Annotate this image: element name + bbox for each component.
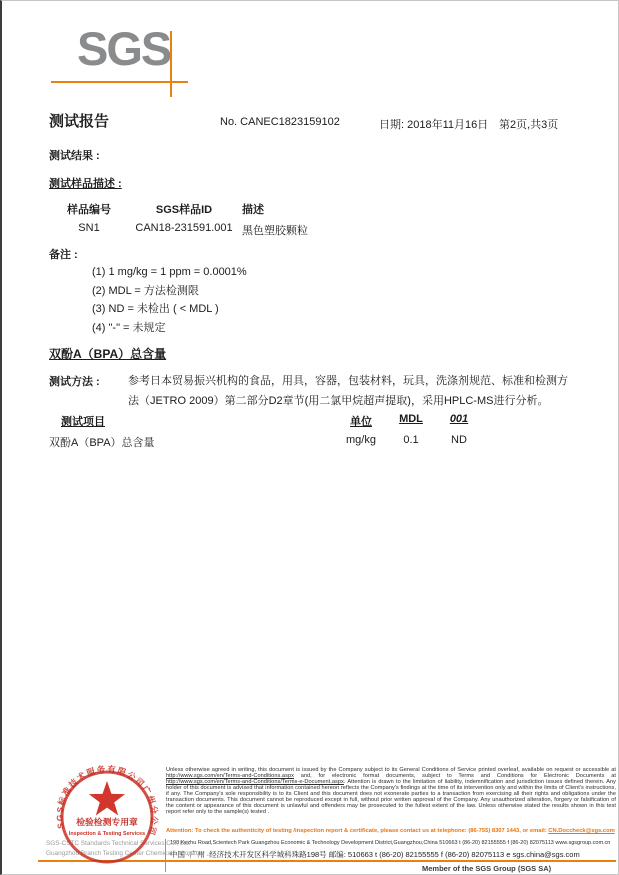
logo-underline (51, 81, 188, 83)
test-item-header: 测试项目 (61, 416, 105, 428)
address-chinese: 中国 ·广州 ·经济技术开发区科学城科珠路198号 邮编: 510663 t (86-20) 82155555 f (86-20) 82075113 e sgs.china@sgs.com (170, 850, 580, 859)
description-header: 描述 (242, 204, 264, 216)
sgs-logo: SGS (77, 22, 171, 75)
method-line: 法（JETRO 2009）第二部分D2章节(用二氯甲烷超声提取)，采用HPLC-MS进行分析。 (128, 394, 549, 407)
sample-no-header: 样品编号 (67, 204, 111, 216)
sgs-id-value: CAN18-231591.001 (135, 222, 233, 234)
company-name-line1: SGS-CSTC Standards Technical Services Co., Ltd. (46, 840, 191, 847)
report-date: 日期: 2018年11月16日 (379, 119, 489, 131)
legal-text: . Attention is drawn to the limitation of liability, indemnification and jurisdiction issues defined therein. Any holder of this document is advised that information contained hereon reflects the Company's findings at the time of its intervention only and within the limits of Client's instructions, if any. The Company's sole responsibility is to its Client and this document does not exonerate parties to a transaction from exercising all their rights and obligations under the transaction documents. This document cannot be reproduced except in full, without prior written approval of the Company. Any unauthorized alteration, forgery or falsification of the content or appearance of this document is unlawful and offenders may be prosecuted to the fullest extent of the law. Unless otherwise stated the results shown in this test report refer only to the sample(s) tested . (166, 778, 616, 815)
unit-header: 单位 (350, 416, 372, 428)
method-line: 参考日本贸易振兴机构的食品，用具，容器，包装材料，玩具，洗涤剂规范、标准和检测方 (128, 375, 568, 387)
report-number: No. CANEC1823159102 (220, 116, 340, 128)
bpa-section-title: 双酚A（BPA）总含量 (49, 347, 167, 361)
legal-disclaimer (166, 768, 616, 816)
unit-value: mg/kg (346, 434, 376, 446)
company-name-line2: Guangzhou Branch Testing Center Chemical Laboratory (46, 850, 205, 857)
mdl-header: MDL (399, 413, 423, 425)
sgs-id-header: SGS样品ID (155, 204, 213, 216)
note-item: (4) "-" = 未规定 (92, 321, 166, 334)
bpa-result-table (49, 413, 484, 450)
stamp-subtitle: Inspection & Testing Services (68, 831, 146, 837)
page-title: 测试报告 (49, 113, 110, 130)
page-indicator: 第2页,共3页 (499, 119, 559, 131)
attention-text: Attention: To check the authenticity of testing /inspection report & certificate, please contact us at telephone: (86-755) 8307 1443, or email: (166, 828, 549, 834)
bpa-table-row (49, 434, 484, 450)
sample-table-row (49, 222, 308, 238)
results-section-label: 测试结果 : (49, 150, 100, 162)
test-method-text (128, 372, 606, 411)
description-value: 黑色塑胶颗粒 (242, 225, 308, 237)
bpa-table-header (49, 413, 484, 429)
legal-text: Unless otherwise agreed in writing, this document is issued by the Company subject to its General Conditions of Service printed overleaf, available on request or accessible at (166, 767, 616, 773)
stamp-ring-text: SGS标准技术服务有限公司广州分公司 (54, 763, 160, 838)
stamp-star-icon (89, 781, 125, 815)
note-item: (3) ND = 未检出 ( < MDL ) (92, 303, 219, 315)
sgs-group-membership: Member of the SGS Group (SGS SA) (422, 864, 552, 873)
test-item-value: 双酚A（BPA）总含量 (49, 437, 155, 449)
sample-table (49, 201, 308, 243)
address-english: 198 Kezhu Road,Scientech Park Guangzhou Economic & Technology Development District,Guangzhou,China 510663 t (86-20) 82155555 f (86-20) 82075113 www.sgsgroup.com.cn (170, 840, 611, 846)
terms-url: http://www.sgs.com/en/Terms-and-Conditions.aspx (166, 772, 294, 779)
doccheck-email: CN.Doccheck@sgs.com (548, 828, 615, 834)
note-item: (1) 1 mg/kg = 1 ppm = 0.0001% (92, 266, 247, 278)
sample-table-header (49, 201, 308, 217)
notes-label: 备注 : (49, 249, 78, 261)
logo-crossline (170, 31, 172, 97)
mdl-value: 0.1 (403, 434, 419, 446)
stamp-title: 检验检测专用章 (76, 817, 138, 827)
inspection-stamp (49, 759, 165, 875)
note-item: (2) MDL = 方法检测限 (92, 284, 199, 297)
sample-no-value: SN1 (78, 222, 100, 234)
sample-001-header: 001 (449, 413, 469, 425)
authenticity-attention (166, 828, 618, 834)
test-method-label: 测试方法 : (49, 376, 100, 388)
legal-text: and, for electronic format documents, subject to Terms and Conditions for Electronic Documents at (293, 772, 616, 779)
sample-description-title: 测试样品描述 : (49, 178, 122, 190)
notes-list (92, 263, 247, 337)
result-value: ND (451, 434, 467, 446)
terms-e-document-url: http://www.sgs.com/en/Terms-and-Conditions/Terms-e-Document.aspx (166, 778, 344, 785)
